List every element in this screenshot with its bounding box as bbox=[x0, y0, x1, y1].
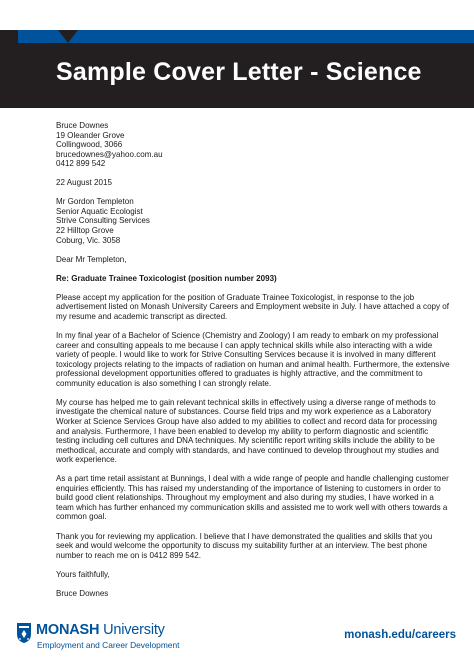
monash-shield-icon bbox=[16, 622, 32, 644]
sender-name: Bruce Downes bbox=[56, 121, 109, 130]
paragraph-intro: Please accept my application for the position of Graduate Trainee Toxicologist, in response to the job advertisement listed on Monash University Careers and Employment website in July. I have attached a copy of my resume and academic transcript as directed. bbox=[56, 292, 450, 321]
subject-line: Re: Graduate Trainee Toxicologist (position number 2093) bbox=[56, 273, 277, 283]
recipient-address bbox=[56, 197, 451, 245]
signature-name: Bruce Downes bbox=[56, 588, 109, 598]
paragraph-experience: As a part time retail assistant at Bunnings, I deal with a wide range of people and handle challenging customer enquiries efficiently. This has raised my understanding of the importance of listening to customers in order to build good client relationships. Throughout my employment and also during my studies, I have worked in a team which has further enhanced my communication skills and assisted me to work well with others towards a common goal. bbox=[56, 474, 449, 522]
brand-subtitle: Employment and Career Development bbox=[37, 640, 180, 650]
cover-letter-body bbox=[56, 121, 451, 598]
brand-strong: MONASH bbox=[36, 622, 100, 638]
page-title: Sample Cover Letter - Science bbox=[56, 58, 422, 86]
header-stripe bbox=[18, 30, 474, 43]
recipient-name: Mr Gordon Templeton bbox=[56, 197, 134, 207]
brand-light: University bbox=[99, 622, 165, 638]
sender-suburb: Collingwood, 3066 bbox=[56, 140, 123, 150]
paragraph-skills: My course has helped me to gain relevant technical skills in effectively using a diverse range of methods to investigate the chemical nature of substances. Course field trips and my work experience as a Laboratory Worker at Science Services Group have also added to my abilities to collect and record data for processing and analysis. Furthermore, I have been enabled to develop my ability to perform diagnostic and scientific testing including cell cultures and DNA techniques. My scientific report writing skills include the ability to be methodical, accurate and comply with standards, and have continued to develop throughout my studies and work experience. bbox=[56, 397, 439, 465]
stripe-notch bbox=[58, 30, 78, 43]
recipient-company: Strive Consulting Services bbox=[56, 216, 150, 226]
sender-phone: 0412 899 542 bbox=[56, 159, 106, 169]
salutation: Dear Mr Templeton, bbox=[56, 254, 127, 264]
paragraph-motivation: In my final year of a Bachelor of Science (Chemistry and Zoology) I am ready to embark on my professional career and consulting appeals to me because I can apply technical skills while also interacting with a wide variety of people. I would like to work for Strive Consulting Services because it is involved in many different toxicology projects relating to the impacts of radiation on human and animal health. Furthermore, the extensive professional development opportunities offered to graduates is highly attractive, and the commitment to community education is also something I can strongly relate. bbox=[56, 331, 450, 388]
recipient-position: Senior Aquatic Ecologist bbox=[56, 206, 143, 216]
careers-website-link[interactable]: monash.edu/careers bbox=[344, 629, 456, 641]
recipient-suburb: Coburg, Vic. 3058 bbox=[56, 235, 121, 245]
header-banner bbox=[0, 0, 474, 108]
footer bbox=[0, 600, 474, 669]
sender-email: brucedownes@yahoo.com.au bbox=[56, 149, 163, 159]
monash-wordmark bbox=[36, 622, 165, 638]
recipient-street: 22 Hilltop Grove bbox=[56, 226, 114, 236]
closing-phrase: Yours faithfully, bbox=[56, 569, 110, 579]
letter-date: 22 August 2015 bbox=[56, 178, 112, 188]
sender-address bbox=[56, 121, 451, 169]
paragraph-closing: Thank you for reviewing my application. I believe that I have demonstrated the qualities and skills that you seek and would welcome the opportunity to discuss my suitability further at an interview. The best phone number to reach me on is 0412 899 542. bbox=[56, 531, 433, 560]
sender-street: 19 Oleander Grove bbox=[56, 130, 125, 140]
